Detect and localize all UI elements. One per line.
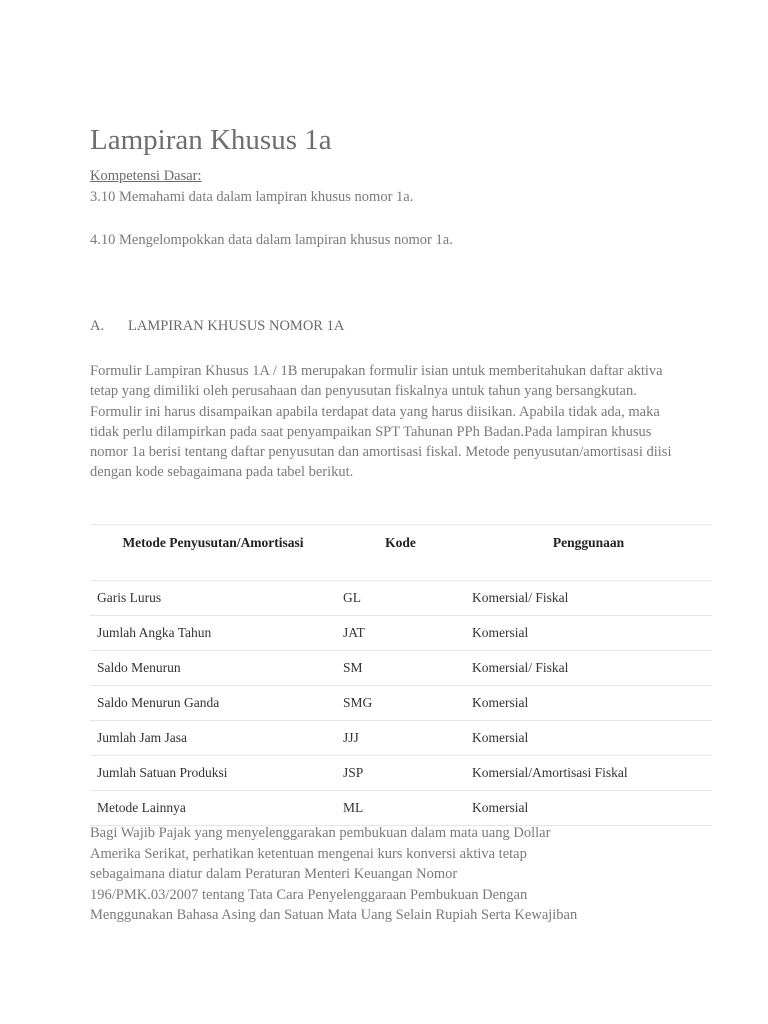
table-row: [90, 581, 712, 616]
depreciation-methods-table: [90, 524, 712, 826]
code-cell: ML: [336, 791, 465, 826]
code-cell: GL: [336, 581, 465, 616]
section-heading: [90, 318, 344, 335]
usage-cell: Komersial: [465, 721, 712, 756]
closing-paragraph-line: 196/PMK.03/2007 tentang Tata Cara Penyelenggaraan Pembukuan Dengan: [90, 886, 528, 903]
usage-cell: Komersial/ Fiskal: [465, 651, 712, 686]
method-cell: Jumlah Jam Jasa: [90, 721, 336, 756]
table-row: [90, 791, 712, 826]
code-cell: JJJ: [336, 721, 465, 756]
kompetensi-item: 3.10 Memahami data dalam lampiran khusus nomor 1a.: [90, 189, 414, 205]
section-letter: A.: [90, 318, 105, 334]
method-cell: Saldo Menurun Ganda: [90, 686, 336, 721]
closing-paragraph-line: Menggunakan Bahasa Asing dan Satuan Mata Uang Selain Rupiah Serta Kewajiban: [90, 907, 578, 923]
page-title: Lampiran Khusus 1a: [90, 124, 332, 156]
kompetensi-dasar-label: Kompetensi Dasar:: [90, 168, 202, 184]
intro-paragraph: Formulir Lampiran Khusus 1A / 1B merupakan formulir isian untuk memberitahukan daftar aktiva tetap yang dimiliki oleh perusahaan dan penyusutan fiskalnya untuk tahun yang bersangkutan. Formulir ini harus disampaikan apabila terdapat data yang harus diisikan. Apabila tidak ada, maka tidak perlu dilampirkan pada saat penyampaikan SPT Tahunan PPh Badan.Pada lampiran khusus nomor 1a berisi tentang daftar penyusutan dan amortisasi fiskal. Metode penyusutan/amortisasi diisi dengan kode sebagaimana pada tabel berikut.: [90, 363, 672, 481]
closing-paragraph-line: sebagaimana diatur dalam Peraturan Menteri Keuangan Nomor: [90, 866, 458, 882]
usage-cell: Komersial/Amortisasi Fiskal: [465, 756, 712, 791]
kompetensi-item: 4.10 Mengelompokkan data dalam lampiran khusus nomor 1a.: [90, 232, 453, 248]
method-cell: Metode Lainnya: [90, 791, 336, 826]
usage-cell: Komersial: [465, 616, 712, 651]
code-cell: JAT: [336, 616, 465, 651]
closing-paragraph: [90, 823, 690, 926]
code-cell: SM: [336, 651, 465, 686]
section-title: LAMPIRAN KHUSUS NOMOR 1A: [128, 318, 345, 334]
usage-cell: Komersial/ Fiskal: [465, 581, 712, 616]
method-cell: Jumlah Angka Tahun: [90, 616, 336, 651]
closing-paragraph-line: Bagi Wajib Pajak yang menyelenggarakan pembukuan dalam mata uang Dollar: [90, 825, 551, 841]
usage-cell: Komersial: [465, 791, 712, 826]
column-header-usage: Penggunaan: [465, 525, 712, 581]
table-row: [90, 651, 712, 686]
method-cell: Garis Lurus: [90, 581, 336, 616]
code-cell: SMG: [336, 686, 465, 721]
closing-paragraph-line: Amerika Serikat, perhatikan ketentuan mengenai kurs konversi aktiva tetap: [90, 845, 527, 862]
table-row: [90, 756, 712, 791]
table-row: [90, 686, 712, 721]
table-row: [90, 616, 712, 651]
code-cell: JSP: [336, 756, 465, 791]
usage-cell: Komersial: [465, 686, 712, 721]
table-row: [90, 721, 712, 756]
method-cell: Saldo Menurun: [90, 651, 336, 686]
column-header-method: Metode Penyusutan/Amortisasi: [90, 525, 336, 581]
column-header-code: Kode: [336, 525, 465, 581]
table-header-row: [90, 525, 712, 581]
method-cell: Jumlah Satuan Produksi: [90, 756, 336, 791]
